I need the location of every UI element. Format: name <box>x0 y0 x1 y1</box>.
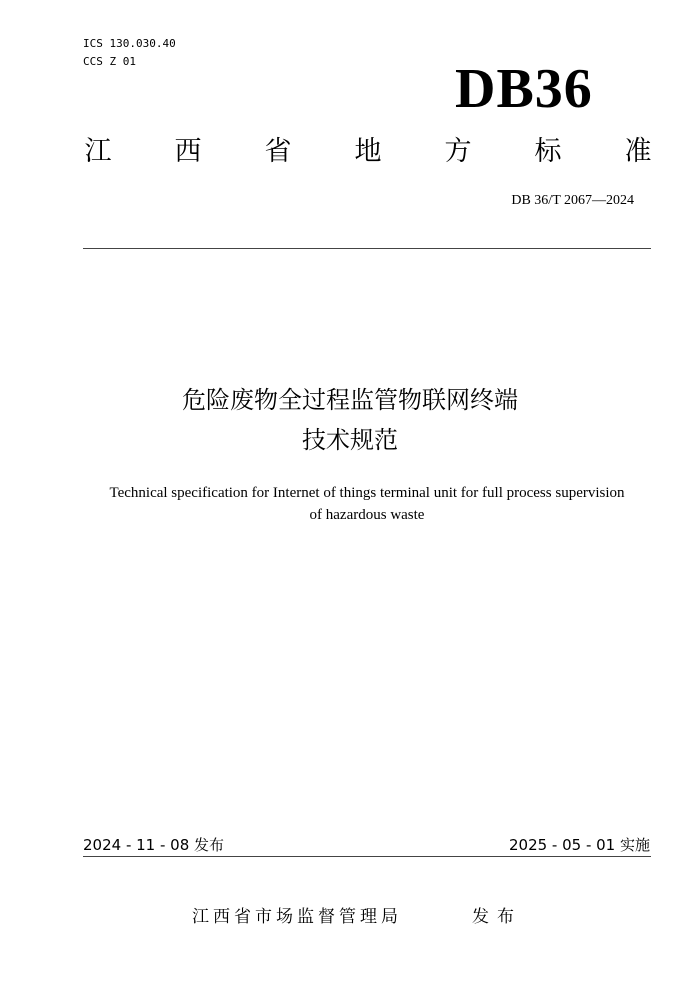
standard-type-char: 标 <box>534 136 562 167</box>
publish-label: 发布 <box>472 907 522 927</box>
title-en-line-1: Technical specification for Internet of things terminal unit for full process supervision <box>109 485 625 501</box>
standard-type-char: 准 <box>624 136 652 167</box>
standard-type-char: 江 <box>84 136 112 167</box>
ics-code: ICS 130.030.40 <box>83 37 176 50</box>
standard-type-char: 方 <box>444 136 472 167</box>
title-cn-line-1: 危险废物全过程监管物联网终端 <box>182 386 518 414</box>
publisher-name: 江西省市场监督管理局 <box>192 907 402 927</box>
standard-type-char: 西 <box>174 136 202 167</box>
implementation-date: 2025 - 05 - 01 实施 <box>508 836 650 854</box>
issue-date: 2024 - 11 - 08 发布 <box>83 836 225 854</box>
db-logo: DB36 <box>455 58 593 120</box>
standard-type-char: 省 <box>264 136 292 167</box>
standard-number: DB 36/T 2067—2024 <box>511 193 634 208</box>
standard-type-char: 地 <box>354 136 382 167</box>
ccs-code: CCS Z 01 <box>83 55 136 68</box>
title-cn-line-2: 技术规范 <box>302 426 398 454</box>
bottom-divider <box>83 856 651 857</box>
title-en-line-2: of hazardous waste <box>309 507 425 523</box>
standard-type-heading <box>83 135 653 169</box>
top-divider <box>83 248 651 249</box>
